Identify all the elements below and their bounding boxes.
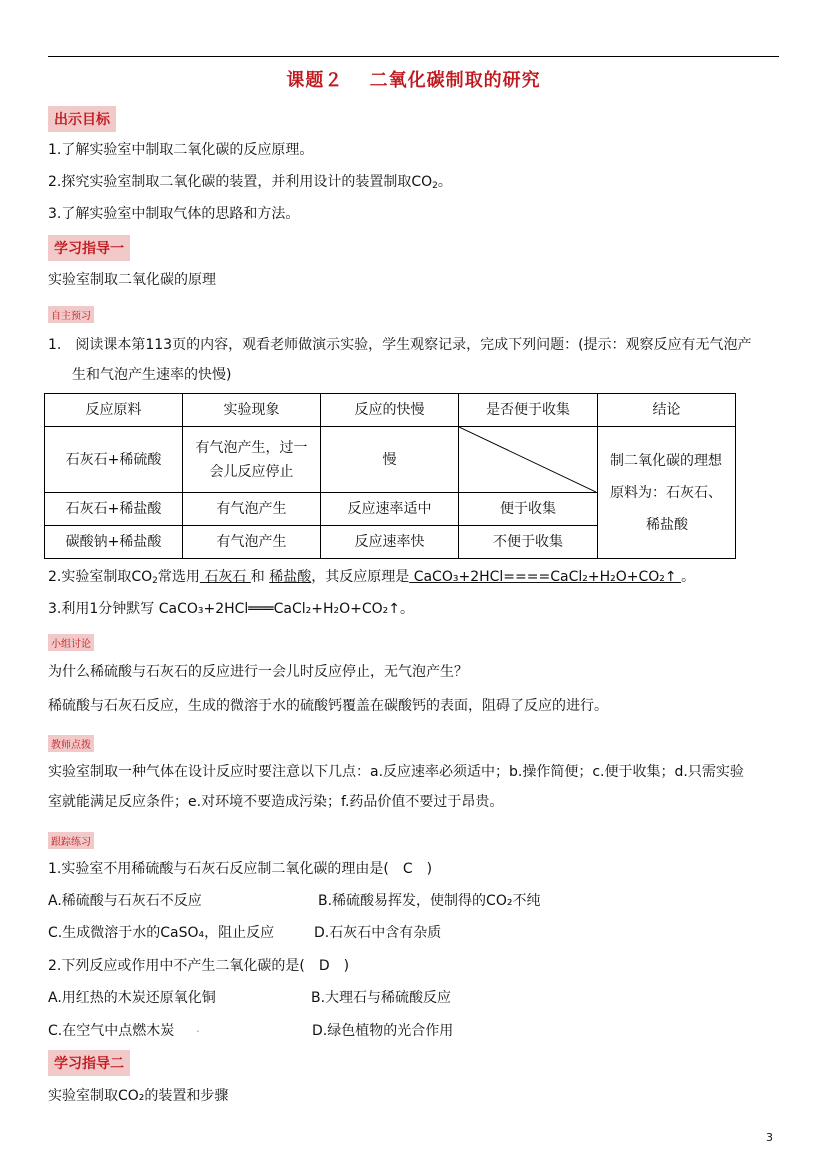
discuss-question: 为什么稀硫酸与石灰石的反应进行一会儿时反应停止，无气泡产生？ [48, 664, 468, 680]
cell-phenomenon: 有气泡产生，过一 会儿反应停止 [182, 427, 320, 493]
practice-q2: 2.下列反应或作用中不产生二氧化碳的是( D ) [48, 958, 350, 974]
goal-3: 3.了解实验室中制取气体的思路和方法。 [48, 206, 300, 222]
practice-q1-b: B.稀硫酸易挥发，使制得的CO₂不纯 [318, 893, 541, 909]
preview-q1-line2: 生和气泡产生速率的快慢) [72, 367, 232, 383]
goal-2: 2.探究实验室制取二氧化碳的装置，并利用设计的装置制取$CO_2$。 [48, 174, 452, 191]
th-speed: 反应的快慢 [320, 394, 458, 427]
practice-q2-d: D.绿色植物的光合作用 [312, 1023, 454, 1039]
tag-goals: 出示目标 [48, 106, 116, 132]
reaction-table [44, 393, 736, 559]
cell-speed: 慢 [320, 427, 458, 493]
question-2: 2.实验室制取$CO_2$常选用 石灰石 和 稀盐酸，其反应原理是 CaCO₃+2HCl====CaCl₂+H₂O+CO₂↑ 。 [48, 569, 696, 586]
th-phenomenon: 实验现象 [182, 394, 320, 427]
practice-q1-c: C.生成微溶于水的CaSO₄，阻止反应 [48, 925, 275, 941]
table-header-row [45, 394, 736, 427]
goal-1: 1.了解实验室中制取二氧化碳的反应原理。 [48, 142, 314, 158]
practice-q2-c: C.在空气中点燃木炭 [48, 1023, 175, 1039]
teacher-line-2: 室就能满足反应条件；e.对环境不要造成污染；f.药品价值不要过于昂贵。 [48, 794, 504, 810]
table-row [45, 427, 736, 493]
discuss-answer: 稀硫酸与石灰石反应，生成的微溶于水的硫酸钙覆盖在碳酸钙的表面，阻碍了反应的进行。 [48, 698, 608, 714]
practice-q2-a: A.用红热的木炭还原氧化铜 [48, 990, 216, 1006]
practice-q2-b: B.大理石与稀硫酸反应 [311, 990, 452, 1006]
tag-practice: 跟踪练习 [48, 832, 94, 849]
cell-phenomenon: 有气泡产生 [182, 526, 320, 559]
tag-guide2: 学习指导二 [48, 1050, 130, 1076]
header-rule [48, 56, 779, 57]
diagonal-line [459, 427, 596, 492]
th-collect: 是否便于收集 [458, 394, 597, 427]
cell-material: 碳酸钠+稀盐酸 [45, 526, 183, 559]
tag-guide1: 学习指导一 [48, 235, 130, 261]
th-conclusion: 结论 [597, 394, 735, 427]
preview-q1-line1: 1. 阅读课本第113页的内容，观看老师做演示实验，学生观察记录，完成下列问题：(提示：观察反应有无气泡产 [48, 337, 752, 353]
cell-material: 石灰石+稀硫酸 [45, 427, 183, 493]
tag-teacher: 教师点拨 [48, 735, 94, 752]
teacher-line-1: 实验室制取一种气体在设计反应时要注意以下几点：a.反应速率必须适中；b.操作简便；c.便于收集；d.只需实验 [48, 764, 744, 780]
cell-phenomenon: 有气泡产生 [182, 493, 320, 526]
guide1-heading: 实验室制取二氧化碳的原理 [48, 272, 216, 288]
guide2-heading: 实验室制取CO₂的装置和步骤 [48, 1088, 229, 1104]
cell-diagonal [458, 427, 597, 493]
practice-q1-d: D.石灰石中含有杂质 [314, 925, 442, 941]
tag-preview: 自主预习 [48, 306, 94, 323]
practice-q1-a: A.稀硫酸与石灰石不反应 [48, 893, 202, 909]
practice-q1: 1.实验室不用稀硫酸与石灰石反应制二氧化碳的理由是( C ) [48, 861, 433, 877]
cell-speed: 反应速率适中 [320, 493, 458, 526]
cell-material: 石灰石+稀盐酸 [45, 493, 183, 526]
tag-discuss: 小组讨论 [48, 634, 94, 651]
cell-collect: 不便于收集 [458, 526, 597, 559]
page-number: 3 [766, 1131, 773, 1144]
stray-dot: . [196, 1021, 200, 1035]
cell-conclusion: 制二氧化碳的理想 原料为：石灰石、 稀盐酸 [597, 427, 735, 559]
cell-speed: 反应速率快 [320, 526, 458, 559]
th-material: 反应原料 [45, 394, 183, 427]
cell-collect: 便于收集 [458, 493, 597, 526]
page-title: 课题２ 二氧化碳制取的研究 [286, 70, 541, 91]
question-3: 3.利用1分钟默写 CaCO₃+2HCl═══CaCl₂+H₂O+CO₂↑。 [48, 601, 414, 617]
